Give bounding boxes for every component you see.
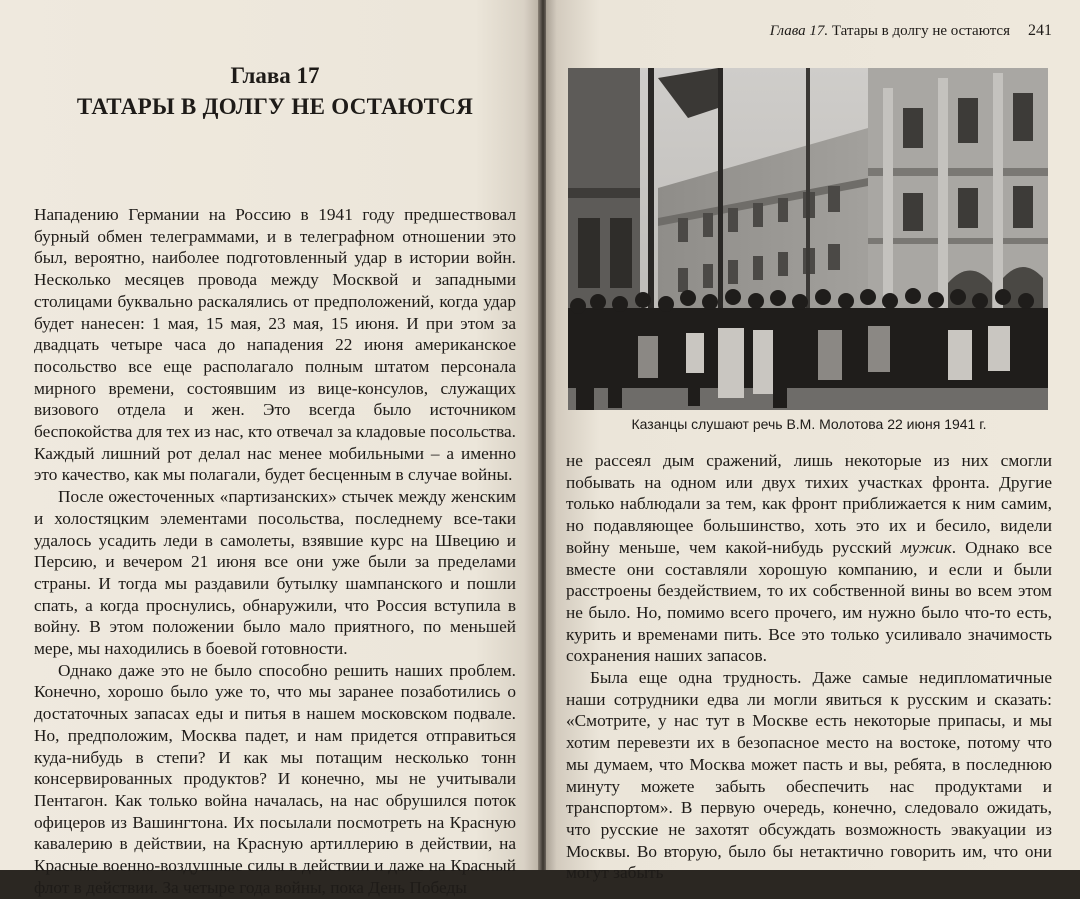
running-head-text: Татары в долгу не остаются: [831, 23, 1010, 39]
paragraph: Однако даже это не было способно решить наших проблем. Конечно, хорошо было уже то, что мы заранее позаботились о достаточных запасах еды и питья в нашем московском подвале. Но, предположим, Москва падет, и нам придется отправиться куда-нибудь в степи? И как мы потащим несколько тонн консервированных продуктов? И конечно, мы не учитывали Пентагон. Как только война началась, на нас обрушился поток офицеров из Вашингтона. Их посылали посмотреть на Красную кавалерию в действии, на Красную артиллерию в действии, на Красные военно-воздушные силы в действии и даже на Красный флот в действии. За четыре года войны, пока День Победы: [34, 660, 516, 897]
left-body-text: [34, 204, 516, 899]
photo-illustration: [568, 68, 1048, 410]
left-page: [0, 0, 540, 897]
running-head-title: [770, 23, 1010, 40]
bleed-through-text: [30, 18, 520, 58]
paragraph: Была еще одна трудность. Даже самые недипломатичные наши сотрудники едва ли могли явиться к русским и сказать: «Смотрите, у нас тут в Москве есть некоторые припасы, и мы хотим перевезти их в безопасное место на востоке, потому что мы думаем, что Москва может пасть и вы, ребята, в последнюю минуту можете забыть обеспечить нас продуктами и транспортом». В первую очередь, конечно, следовало ожидать, что русские не захотят обсуждать возможность эвакуации из Москвы. Во вторую, было бы нетактично говорить им, что они могут забыть: [566, 668, 1052, 883]
historical-photo: [568, 68, 1048, 410]
paragraph: Нападению Германии на Россию в 1941 году предшествовал бурный обмен телеграммами, и в телеграфном отношении это был, вероятно, наиболее подготовленный удар в истории войн. Несколько месяцев провода между Москвой и западными столицами буквально раскалялись от предположений, когда удар будет нанесен: 1 мая, 15 мая, 23 мая, 15 июня. И при этом за двадцать четыре часа до нападения 22 июня американское посольство все еще располагало полным штатом персонала мирного времени, состоявшим из вице-консулов, служащих визового отдела и жен. Это всегда было источником беспокойства для тех из нас, кто отвечал за кладовые посольства. Каждый лишний рот делал нас менее мобильными – а именно это качество, как мы полагали, будет бесценным в случае войны.: [34, 205, 516, 485]
running-head-chapter: Глава 17.: [769, 23, 829, 39]
right-page: [546, 0, 1080, 883]
paragraph-text: не рассеял дым сражений, лишь некоторые из них смогли побывать на одном или двух тихих участках фронта. Другие только наблюдали за тем, как фронт приближается к ним самим, но подавляющее большинство, хоть это их и бесило, видели войну меньше, чем какой-нибудь русский: [566, 451, 1052, 557]
page-number: 241: [1028, 22, 1052, 39]
chapter-title: ТАТАРЫ В ДОЛГУ НЕ ОСТАЮТСЯ: [76, 94, 474, 119]
running-head: [566, 0, 1052, 48]
chapter-number: Глава 17: [230, 63, 320, 88]
right-body-text: [566, 450, 1052, 884]
paragraph-text: . Однако все вместе они составляли хорошую компанию, и если и были расстроены бездействием, то их собственной вины во всем этом не было. Но, помимо всего прочего, им нужно было что-то есть, курить и временами пить. Все это только усиливало значимость сохранения наших запасов.: [566, 537, 1052, 666]
photo-caption: Казанцы слушают речь В.М. Молотова 22 июня 1941 г.: [631, 416, 987, 432]
paragraph: [566, 450, 1052, 667]
paragraph: После ожесточенных «партизанских» стычек между женским и холостяцким элементами посольства, последнему все-таки удалось усадить леди в самолеты, взявшие курс на Швецию и Персию, и вечером 21 июня все они уже были за пределами страны. И тогда мы раздавили бутылку шампанского и пошли спать, а когда проснулись, обнаружили, что Россия вступила в войну. В этом положении было мало приятного, по меньшей мере, мы находились в боевой готовности.: [34, 487, 516, 659]
italic-word: мужик: [900, 537, 952, 557]
